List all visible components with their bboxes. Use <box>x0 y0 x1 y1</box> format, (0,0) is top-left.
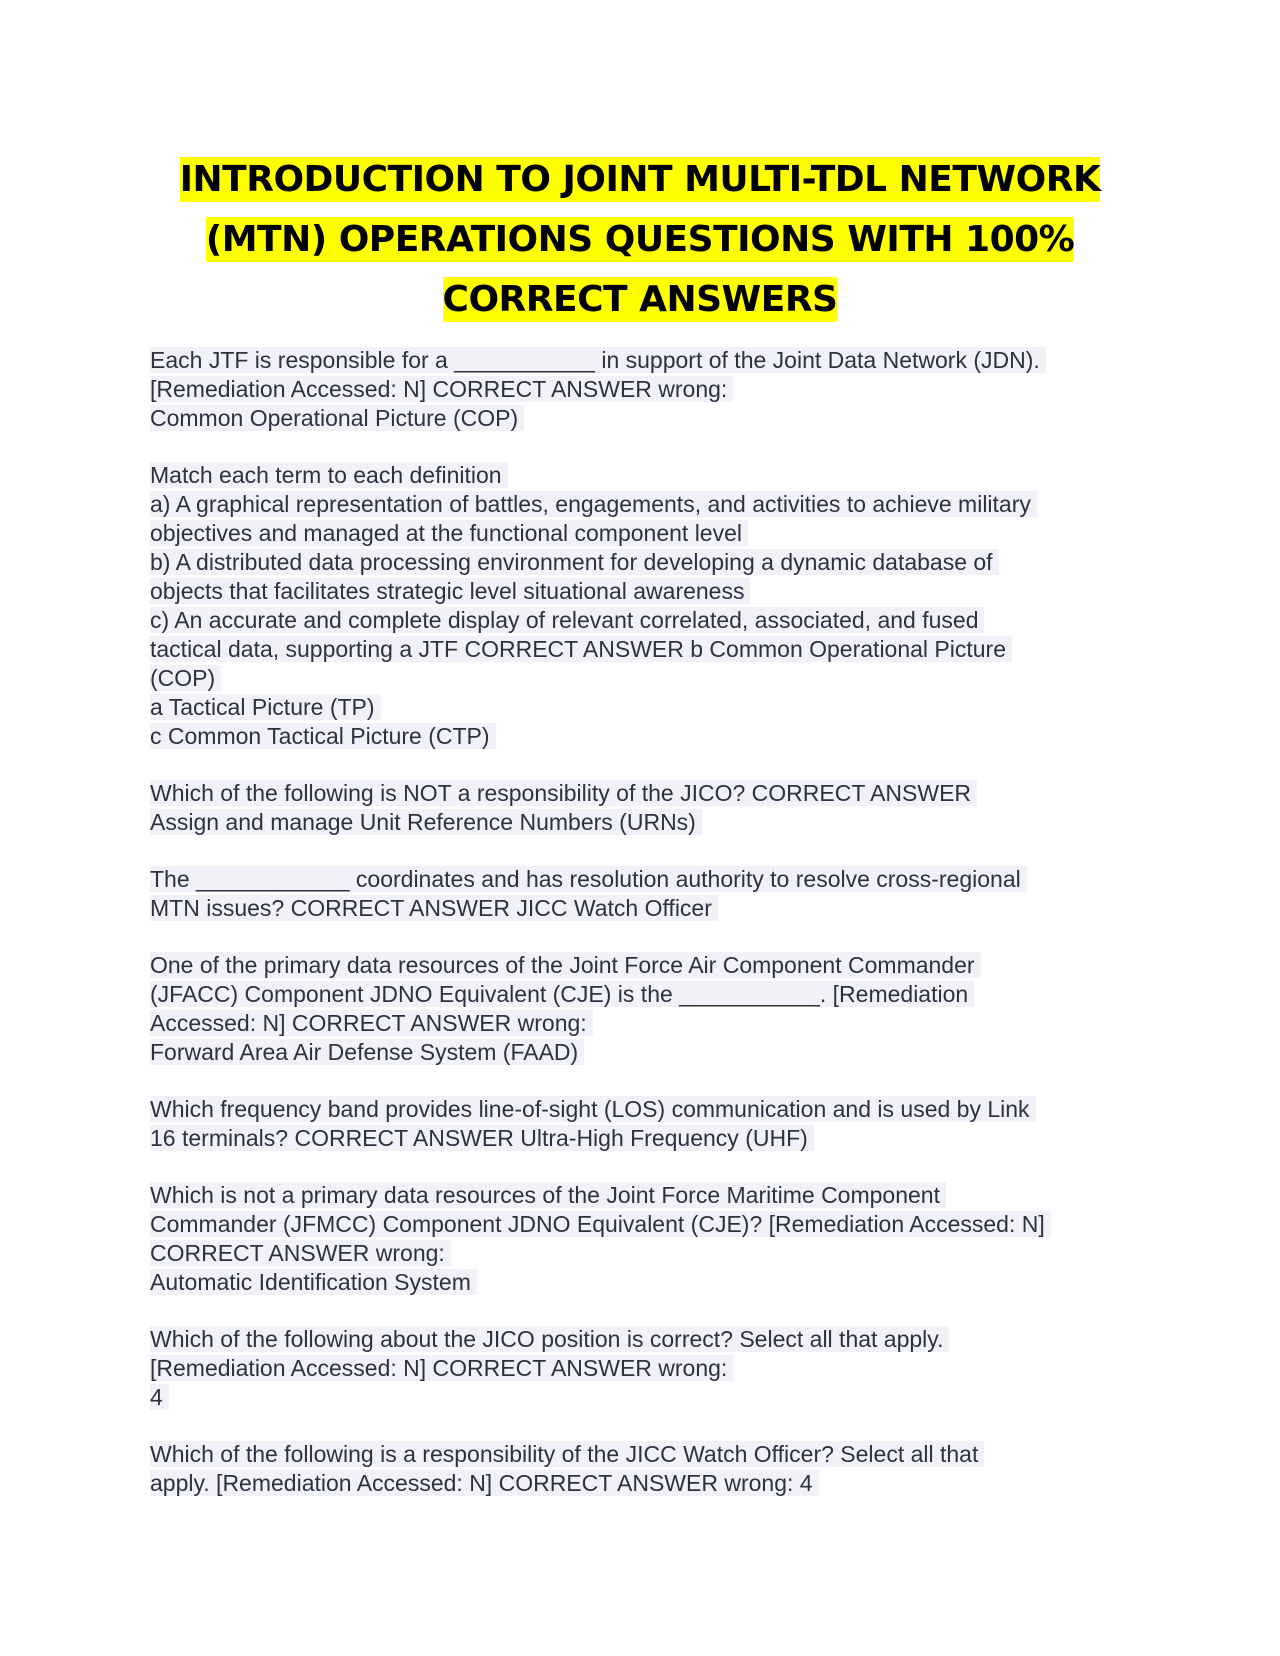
entry-text-line: objectives and managed at the functional component level <box>150 520 748 546</box>
question-entry-2 <box>150 461 1150 751</box>
entry-text-line: c) An accurate and complete display of relevant correlated, associated, and fused <box>150 607 984 633</box>
question-list <box>150 346 1150 1526</box>
entry-text-line: Commander (JFMCC) Component JDNO Equivalent (CJE)? [Remediation Accessed: N] <box>150 1211 1051 1237</box>
question-entry-6 <box>150 1095 1150 1153</box>
question-entry-7 <box>150 1181 1150 1297</box>
question-entry-8 <box>150 1325 1150 1412</box>
entry-text-line: apply. [Remediation Accessed: N] CORRECT ANSWER wrong: 4 <box>150 1470 819 1496</box>
entry-text-line: objects that facilitates strategic level situational awareness <box>150 578 750 604</box>
entry-text-line: Which of the following is a responsibility of the JICC Watch Officer? Select all that <box>150 1441 984 1467</box>
entry-text-line: [Remediation Accessed: N] CORRECT ANSWER wrong: <box>150 1355 733 1381</box>
title-line-2: (MTN) OPERATIONS QUESTIONS WITH 100% <box>205 219 1075 260</box>
entry-text-line: CORRECT ANSWER wrong: <box>150 1240 451 1266</box>
question-entry-1 <box>150 346 1150 433</box>
entry-text-line: Which frequency band provides line-of-sight (LOS) communication and is used by Link <box>150 1096 1036 1122</box>
question-entry-4 <box>150 865 1150 923</box>
title-line-1: INTRODUCTION TO JOINT MULTI-TDL NETWORK <box>179 159 1101 200</box>
entry-text-line: Match each term to each definition <box>150 462 508 488</box>
entry-text-line: One of the primary data resources of the Joint Force Air Component Commander <box>150 952 981 978</box>
entry-text-line: tactical data, supporting a JTF CORRECT ANSWER b Common Operational Picture <box>150 636 1012 662</box>
entry-text-line: Which is not a primary data resources of the Joint Force Maritime Component <box>150 1182 946 1208</box>
entry-text-line: [Remediation Accessed: N] CORRECT ANSWER wrong: <box>150 376 733 402</box>
entry-text-line: Each JTF is responsible for a ___________ in support of the Joint Data Network (JDN). <box>150 347 1046 373</box>
entry-text-line: Common Operational Picture (COP) <box>150 405 524 431</box>
entry-text-line: MTN issues? CORRECT ANSWER JICC Watch Officer <box>150 895 718 921</box>
question-entry-5 <box>150 951 1150 1067</box>
entry-text-line: Which of the following about the JICO position is correct? Select all that apply. <box>150 1326 949 1352</box>
question-entry-9 <box>150 1440 1150 1498</box>
entry-text-line: Automatic Identification System <box>150 1269 477 1295</box>
entry-text-line: b) A distributed data processing environment for developing a dynamic database of <box>150 549 999 575</box>
entry-text-line: Which of the following is NOT a responsibility of the JICO? CORRECT ANSWER <box>150 780 977 806</box>
entry-text-line: The ____________ coordinates and has resolution authority to resolve cross-regional <box>150 866 1027 892</box>
question-entry-3 <box>150 779 1150 837</box>
entry-text-line: Accessed: N] CORRECT ANSWER wrong: <box>150 1010 593 1036</box>
entry-text-line: 4 <box>150 1384 169 1410</box>
entry-text-line: Forward Area Air Defense System (FAAD) <box>150 1039 584 1065</box>
document-title <box>150 150 1130 330</box>
title-line-3: CORRECT ANSWERS <box>442 279 838 320</box>
entry-text-line: Assign and manage Unit Reference Numbers (URNs) <box>150 809 702 835</box>
entry-text-line: (COP) <box>150 665 221 691</box>
entry-text-line: a) A graphical representation of battles, engagements, and activities to achieve military <box>150 491 1037 517</box>
entry-text-line: c Common Tactical Picture (CTP) <box>150 723 496 749</box>
entry-text-line: 16 terminals? CORRECT ANSWER Ultra-High Frequency (UHF) <box>150 1125 814 1151</box>
entry-text-line: (JFACC) Component JDNO Equivalent (CJE) is the ___________. [Remediation <box>150 981 974 1007</box>
entry-text-line: a Tactical Picture (TP) <box>150 694 381 720</box>
